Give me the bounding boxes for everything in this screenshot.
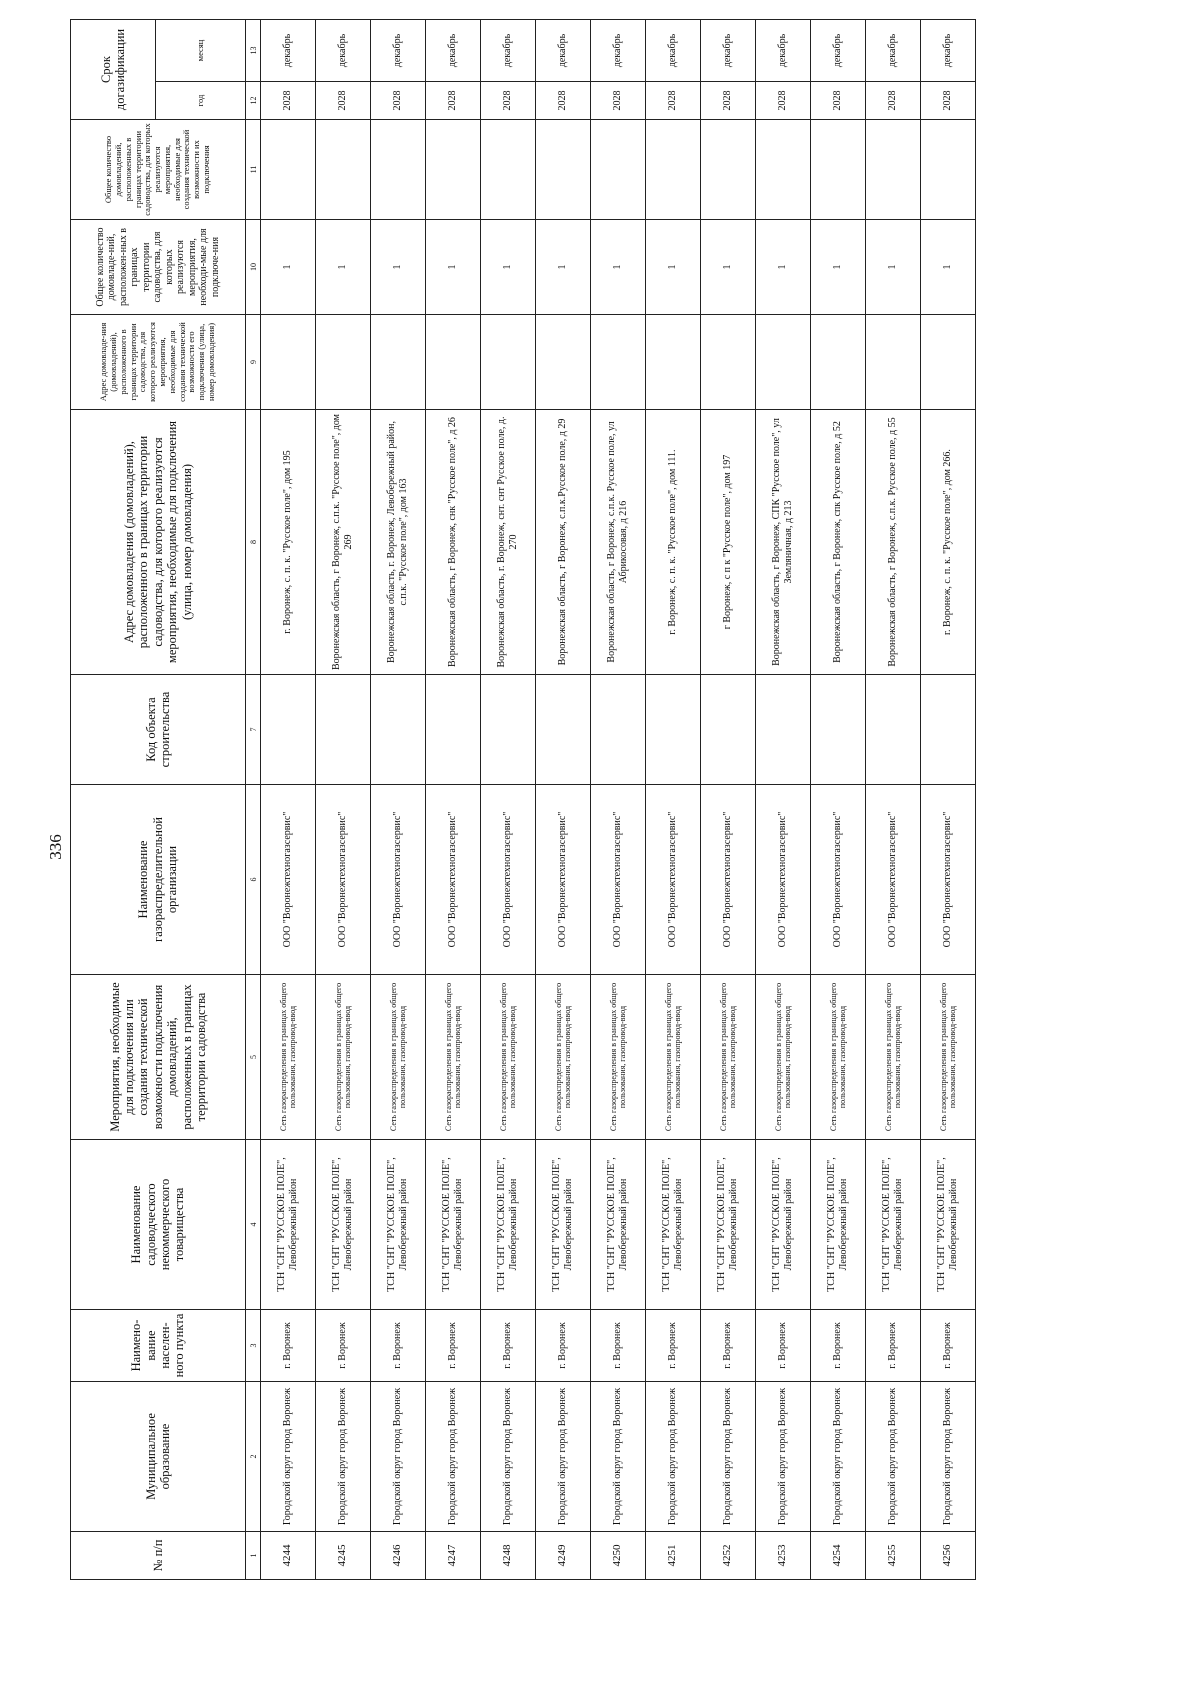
address-cell: г. Воронеж, с. п. к. "Русское поле", дом 195 — [261, 410, 316, 675]
gas-org-cell: ООО "Воронежтехногазсервис" — [756, 785, 811, 975]
year-cell: 2028 — [536, 82, 591, 120]
snt-name-cell: ТСН "СНТ "РУССКОЕ ПОЛЕ", Левобережный район — [591, 1140, 646, 1310]
object-code-cell — [756, 675, 811, 785]
gas-org-cell: ООО "Воронежтехногазсервис" — [701, 785, 756, 975]
address-cell: г. Воронеж, с. п. к. "Русское поле", дом 111. — [646, 410, 701, 675]
column-number: 7 — [246, 675, 261, 785]
year-cell: 2028 — [481, 82, 536, 120]
gas-org-cell: ООО "Воронежтехногазсервис" — [646, 785, 701, 975]
table-row — [646, 20, 701, 1580]
measure-cell: Сеть газораспределения в границах общего пользования, газопровод-ввод — [536, 975, 591, 1140]
column-number: 13 — [246, 20, 261, 82]
gas-org-cell: ООО "Воронежтехногазсервис" — [536, 785, 591, 975]
municipality-cell: Городской округ город Воронеж — [591, 1382, 646, 1532]
header-municipality: Муниципальное образование — [71, 1382, 246, 1532]
municipality-cell: Городской округ город Воронеж — [371, 1382, 426, 1532]
month-cell: декабрь — [866, 20, 921, 82]
gas-org-cell: ООО "Воронежтехногазсервис" — [866, 785, 921, 975]
column-number: 3 — [246, 1310, 261, 1382]
month-cell: декабрь — [481, 20, 536, 82]
count-tech-cell — [481, 120, 536, 220]
count-tech-cell — [756, 120, 811, 220]
municipality-cell: Городской округ город Воронеж — [316, 1382, 371, 1532]
address-tech-cell — [921, 315, 976, 410]
object-code-cell — [701, 675, 756, 785]
snt-name-cell: ТСН "СНТ "РУССКОЕ ПОЛЕ", Левобережный район — [261, 1140, 316, 1310]
snt-name-cell: ТСН "СНТ "РУССКОЕ ПОЛЕ", Левобережный район — [866, 1140, 921, 1310]
address-tech-cell — [701, 315, 756, 410]
count-connection-cell: 1 — [756, 220, 811, 315]
count-connection-cell: 1 — [316, 220, 371, 315]
snt-name-cell: ТСН "СНТ "РУССКОЕ ПОЛЕ", Левобережный район — [701, 1140, 756, 1310]
column-numbers-row — [246, 20, 261, 1580]
object-code-cell — [481, 675, 536, 785]
header-count-connection: Общее количество домовладе-ний, расположен-ных в границах территории садоводства, для которых реализуются мероприятия, необходи-мые для подключе-ния — [71, 220, 246, 315]
address-cell: Воронежская область, г Воронеж, с.п.к. Русское поле, д 55 — [866, 410, 921, 675]
count-tech-cell — [371, 120, 426, 220]
table-row — [701, 20, 756, 1580]
count-connection-cell: 1 — [866, 220, 921, 315]
row-number: 4250 — [591, 1532, 646, 1580]
gas-org-cell: ООО "Воронежтехногазсервис" — [591, 785, 646, 975]
row-number: 4244 — [261, 1532, 316, 1580]
snt-name-cell: ТСН "СНТ "РУССКОЕ ПОЛЕ", Левобережный район — [316, 1140, 371, 1310]
column-number: 2 — [246, 1382, 261, 1532]
address-tech-cell — [756, 315, 811, 410]
year-cell: 2028 — [921, 82, 976, 120]
header-measures: Мероприятия, необходимые для подключения или создания технической возможности подключения домовладений, расположенных в границах территории садоводства — [71, 975, 246, 1140]
header-deadline: Срок догазификации — [71, 20, 156, 120]
settlement-cell: г. Воронеж — [261, 1310, 316, 1382]
table-row — [866, 20, 921, 1580]
settlement-cell: г. Воронеж — [701, 1310, 756, 1382]
municipality-cell: Городской округ город Воронеж — [261, 1382, 316, 1532]
header-settlement: Наимено-вание населен-ного пункта — [71, 1310, 246, 1382]
table-row — [811, 20, 866, 1580]
settlement-cell: г. Воронеж — [371, 1310, 426, 1382]
year-cell: 2028 — [701, 82, 756, 120]
year-cell: 2028 — [811, 82, 866, 120]
object-code-cell — [261, 675, 316, 785]
snt-name-cell: ТСН "СНТ "РУССКОЕ ПОЛЕ", Левобережный район — [921, 1140, 976, 1310]
year-cell: 2028 — [426, 82, 481, 120]
table-row — [921, 20, 976, 1580]
column-number: 1 — [246, 1532, 261, 1580]
snt-name-cell: ТСН "СНТ "РУССКОЕ ПОЛЕ", Левобережный район — [646, 1140, 701, 1310]
gas-org-cell: ООО "Воронежтехногазсервис" — [811, 785, 866, 975]
municipality-cell: Городской округ город Воронеж — [701, 1382, 756, 1532]
count-connection-cell: 1 — [921, 220, 976, 315]
table-row — [426, 20, 481, 1580]
count-tech-cell — [811, 120, 866, 220]
month-cell: декабрь — [591, 20, 646, 82]
header-gas-org: Наименование газораспределительной организации — [71, 785, 246, 975]
count-connection-cell: 1 — [261, 220, 316, 315]
object-code-cell — [646, 675, 701, 785]
gas-org-cell: ООО "Воронежтехногазсервис" — [921, 785, 976, 975]
month-cell: декабрь — [756, 20, 811, 82]
count-connection-cell: 1 — [591, 220, 646, 315]
object-code-cell — [316, 675, 371, 785]
measure-cell: Сеть газораспределения в границах общего пользования, газопровод-ввод — [371, 975, 426, 1140]
snt-name-cell: ТСН "СНТ "РУССКОЕ ПОЛЕ", Левобережный район — [536, 1140, 591, 1310]
measure-cell: Сеть газораспределения в границах общего пользования, газопровод-ввод — [701, 975, 756, 1140]
measure-cell: Сеть газораспределения в границах общего пользования, газопровод-ввод — [261, 975, 316, 1140]
column-number: 9 — [246, 315, 261, 410]
object-code-cell — [866, 675, 921, 785]
address-tech-cell — [371, 315, 426, 410]
count-tech-cell — [701, 120, 756, 220]
address-cell: Воронежская область, г Воронеж, снк "Русское поле", д 26 — [426, 410, 481, 675]
year-cell: 2028 — [316, 82, 371, 120]
settlement-cell: г. Воронеж — [756, 1310, 811, 1382]
month-cell: декабрь — [371, 20, 426, 82]
object-code-cell — [371, 675, 426, 785]
row-number: 4252 — [701, 1532, 756, 1580]
header-year: год — [156, 82, 246, 120]
year-cell: 2028 — [261, 82, 316, 120]
address-cell: Воронежская область, г Воронеж, с.п.к. Русское поле, ул Абрикосовая, д 216 — [591, 410, 646, 675]
address-tech-cell — [591, 315, 646, 410]
gas-org-cell: ООО "Воронежтехногазсервис" — [426, 785, 481, 975]
object-code-cell — [921, 675, 976, 785]
count-connection-cell: 1 — [536, 220, 591, 315]
measure-cell: Сеть газораспределения в границах общего пользования, газопровод-ввод — [591, 975, 646, 1140]
address-cell: Воронежская область, г Воронеж, с.п.к. "Русское поле", дом 269 — [316, 410, 371, 675]
month-cell: декабрь — [646, 20, 701, 82]
gas-org-cell: ООО "Воронежтехногазсервис" — [371, 785, 426, 975]
column-number: 10 — [246, 220, 261, 315]
count-connection-cell: 1 — [646, 220, 701, 315]
row-number: 4246 — [371, 1532, 426, 1580]
address-tech-cell — [261, 315, 316, 410]
object-code-cell — [536, 675, 591, 785]
row-number: 4247 — [426, 1532, 481, 1580]
table-row — [536, 20, 591, 1580]
object-code-cell — [426, 675, 481, 785]
count-tech-cell — [426, 120, 481, 220]
settlement-cell: г. Воронеж — [426, 1310, 481, 1382]
count-connection-cell: 1 — [701, 220, 756, 315]
address-cell: Воронежская область, г. Воронеж, снт. снт Русское поле, д. 270 — [481, 410, 536, 675]
row-number: 4254 — [811, 1532, 866, 1580]
table-row — [371, 20, 426, 1580]
column-number: 5 — [246, 975, 261, 1140]
count-tech-cell — [646, 120, 701, 220]
measure-cell: Сеть газораспределения в границах общего пользования, газопровод-ввод — [316, 975, 371, 1140]
row-number: 4256 — [921, 1532, 976, 1580]
snt-name-cell: ТСН "СНТ "РУССКОЕ ПОЛЕ", Левобережный район — [371, 1140, 426, 1310]
column-number: 11 — [246, 120, 261, 220]
measure-cell: Сеть газораспределения в границах общего пользования, газопровод-ввод — [866, 975, 921, 1140]
address-tech-cell — [866, 315, 921, 410]
row-number: 4253 — [756, 1532, 811, 1580]
municipality-cell: Городской округ город Воронеж — [921, 1382, 976, 1532]
settlement-cell: г. Воронеж — [921, 1310, 976, 1382]
settlement-cell: г. Воронеж — [811, 1310, 866, 1382]
table-row — [481, 20, 536, 1580]
count-tech-cell — [536, 120, 591, 220]
table-row — [261, 20, 316, 1580]
address-cell: г. Воронеж, с. п. к. "Русское поле", дом 266. — [921, 410, 976, 675]
count-connection-cell: 1 — [426, 220, 481, 315]
header-count-tech: Общее количество домовладений, расположенных в границах территории садоводства, для которых реализуются мероприятия, необходимые для создания технической возможности их подключения — [71, 120, 246, 220]
object-code-cell — [591, 675, 646, 785]
settlement-cell: г. Воронеж — [536, 1310, 591, 1382]
address-cell: Воронежская область, г Воронеж, с.п.к.Русское поле, д 29 — [536, 410, 591, 675]
gas-org-cell: ООО "Воронежтехногазсервис" — [316, 785, 371, 975]
municipality-cell: Городской округ город Воронеж — [811, 1382, 866, 1532]
measure-cell: Сеть газораспределения в границах общего пользования, газопровод-ввод — [811, 975, 866, 1140]
row-number: 4248 — [481, 1532, 536, 1580]
address-cell: Воронежская область, г Воронеж, СПК "Русское поле", ул Земляничная, д 213 — [756, 410, 811, 675]
municipality-cell: Городской округ город Воронеж — [536, 1382, 591, 1532]
count-tech-cell — [316, 120, 371, 220]
settlement-cell: г. Воронеж — [481, 1310, 536, 1382]
month-cell: декабрь — [426, 20, 481, 82]
measure-cell: Сеть газораспределения в границах общего пользования, газопровод-ввод — [921, 975, 976, 1140]
address-tech-cell — [536, 315, 591, 410]
header-object-code: Код объекта строительства — [71, 675, 246, 785]
year-cell: 2028 — [591, 82, 646, 120]
column-number: 6 — [246, 785, 261, 975]
count-tech-cell — [261, 120, 316, 220]
snt-name-cell: ТСН "СНТ "РУССКОЕ ПОЛЕ", Левобережный район — [756, 1140, 811, 1310]
snt-name-cell: ТСН "СНТ "РУССКОЕ ПОЛЕ", Левобережный район — [811, 1140, 866, 1310]
rotated-table-sheet — [70, 20, 1155, 1580]
count-connection-cell: 1 — [811, 220, 866, 315]
municipality-cell: Городской округ город Воронеж — [646, 1382, 701, 1532]
municipality-cell: Городской округ город Воронеж — [756, 1382, 811, 1532]
month-cell: декабрь — [536, 20, 591, 82]
municipality-cell: Городской округ город Воронеж — [866, 1382, 921, 1532]
year-cell: 2028 — [866, 82, 921, 120]
header-number: № п/п — [71, 1532, 246, 1580]
month-cell: декабрь — [701, 20, 756, 82]
month-cell: декабрь — [261, 20, 316, 82]
count-tech-cell — [921, 120, 976, 220]
count-tech-cell — [866, 120, 921, 220]
table-row — [756, 20, 811, 1580]
address-tech-cell — [811, 315, 866, 410]
count-tech-cell — [591, 120, 646, 220]
row-number: 4251 — [646, 1532, 701, 1580]
header-snt-name: Наименование садоводческого некоммерческого товарищества — [71, 1140, 246, 1310]
settlement-cell: г. Воронеж — [316, 1310, 371, 1382]
row-number: 4245 — [316, 1532, 371, 1580]
measure-cell: Сеть газораспределения в границах общего пользования, газопровод-ввод — [646, 975, 701, 1140]
header-address-tech: Адрес домовладе-ния (домовладений), расположенного в границах территории садоводства, для которого реализуются мероприятия, необходимые для создания технической возможности его подключения (улица, номер домовладения) — [71, 315, 246, 410]
settlement-cell: г. Воронеж — [646, 1310, 701, 1382]
header-month: месяц — [156, 20, 246, 82]
settlement-cell: г. Воронеж — [866, 1310, 921, 1382]
month-cell: декабрь — [811, 20, 866, 82]
year-cell: 2028 — [646, 82, 701, 120]
column-number: 8 — [246, 410, 261, 675]
row-number: 4255 — [866, 1532, 921, 1580]
municipality-cell: Городской округ город Воронеж — [426, 1382, 481, 1532]
page-number: 336 — [46, 834, 65, 860]
gas-org-cell: ООО "Воронежтехногазсервис" — [481, 785, 536, 975]
table-row — [316, 20, 371, 1580]
address-cell: г Воронеж, с п к "Русское поле", дом 197 — [701, 410, 756, 675]
address-tech-cell — [481, 315, 536, 410]
year-cell: 2028 — [371, 82, 426, 120]
address-tech-cell — [316, 315, 371, 410]
address-tech-cell — [646, 315, 701, 410]
gasification-table — [70, 19, 976, 1580]
gas-org-cell: ООО "Воронежтехногазсервис" — [261, 785, 316, 975]
address-tech-cell — [426, 315, 481, 410]
settlement-cell: г. Воронеж — [591, 1310, 646, 1382]
column-number: 4 — [246, 1140, 261, 1310]
snt-name-cell: ТСН "СНТ "РУССКОЕ ПОЛЕ", Левобережный район — [481, 1140, 536, 1310]
month-cell: декабрь — [921, 20, 976, 82]
object-code-cell — [811, 675, 866, 785]
snt-name-cell: ТСН "СНТ "РУССКОЕ ПОЛЕ", Левобережный район — [426, 1140, 481, 1310]
municipality-cell: Городской округ город Воронеж — [481, 1382, 536, 1532]
measure-cell: Сеть газораспределения в границах общего пользования, газопровод-ввод — [481, 975, 536, 1140]
year-cell: 2028 — [756, 82, 811, 120]
measure-cell: Сеть газораспределения в границах общего пользования, газопровод-ввод — [426, 975, 481, 1140]
header-address-connection: Адрес домовладения (домовладений), расположенного в границах территории садоводства, для которого реализуются мероприятия, необходимые для подключения (улица, номер домовладения) — [71, 410, 246, 675]
count-connection-cell: 1 — [371, 220, 426, 315]
month-cell: декабрь — [316, 20, 371, 82]
row-number: 4249 — [536, 1532, 591, 1580]
address-cell: Воронежская область, г. Воронеж, Левобережный район, с.п.к. "Русское поле", дом 163 — [371, 410, 426, 675]
column-number: 12 — [246, 82, 261, 120]
count-connection-cell: 1 — [481, 220, 536, 315]
measure-cell: Сеть газораспределения в границах общего пользования, газопровод-ввод — [756, 975, 811, 1140]
table-row — [591, 20, 646, 1580]
address-cell: Воронежская область, г Воронеж, спк Русское поле, д 52 — [811, 410, 866, 675]
